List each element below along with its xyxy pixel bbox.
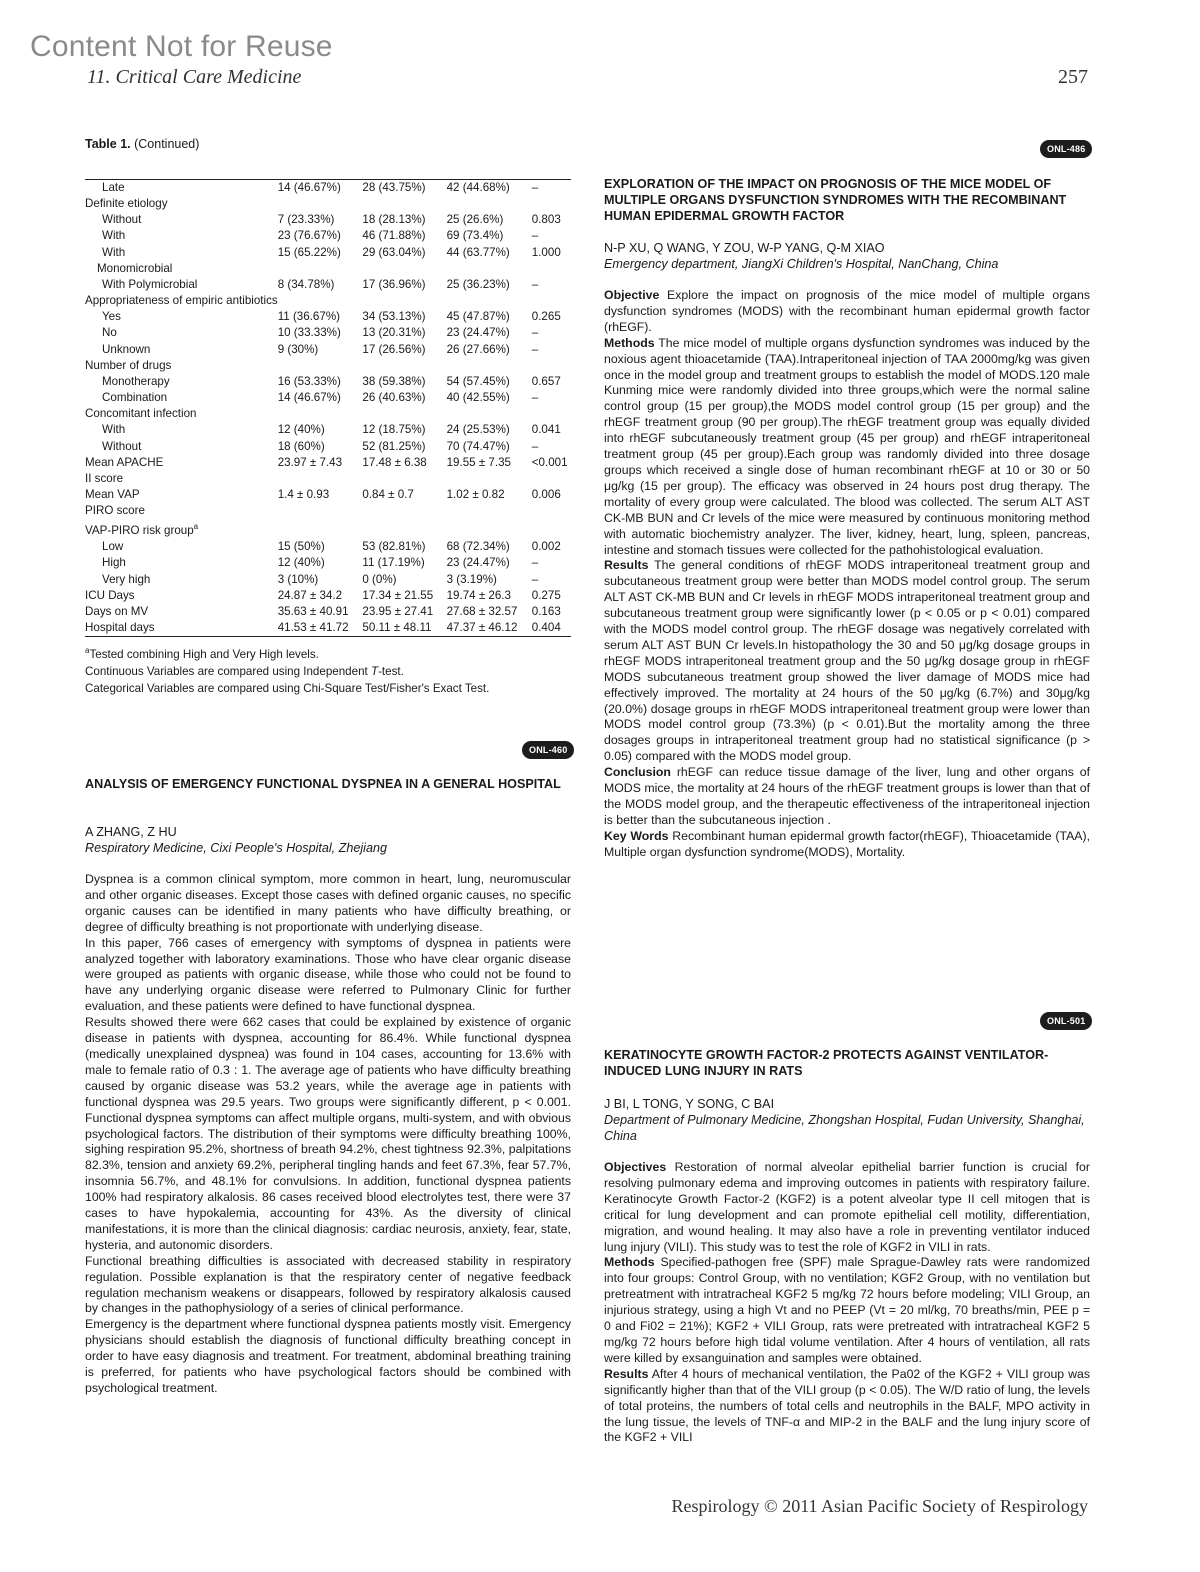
table-row — [85, 228, 571, 244]
table-cell — [447, 293, 532, 309]
table-cell — [362, 358, 446, 374]
row-label: With — [102, 423, 126, 437]
table-cell: – — [531, 326, 539, 340]
row-label: Late — [85, 180, 278, 197]
heading-methods: Methods — [604, 1255, 655, 1270]
table-cell: 27.68 ± 32.57 — [446, 604, 518, 618]
table-row — [85, 180, 571, 197]
table-cell: – — [531, 439, 539, 453]
paragraph-results — [604, 558, 1090, 765]
heading-objectives: Objectives — [604, 1160, 667, 1174]
table-cell — [362, 503, 446, 519]
table-cell: – — [531, 556, 539, 570]
table-cell: – — [532, 180, 571, 197]
heading-results: Results — [604, 1366, 649, 1381]
row-label: Hospital days — [85, 620, 278, 637]
table-row — [85, 390, 571, 406]
table-cell: 40 (42.55%) — [446, 391, 510, 405]
text: After 4 hours of mechanical ventilation, the Pa02 of the KGF2 + VILI group was significantly higher than that of the VILI group (p < 0.05). The W/D ratio of lung, the levels of total proteins, the numbers of total cells and neutrophils in the BALF, MPO activity in the lung tissue, the levels of TNF-α and MIP-2 in the BALF and the lung injury score of the KGF2 + VILI — [604, 1366, 1090, 1445]
journal-footer: Respirology © 2011 Asian Pacific Society of Respirology — [671, 1496, 1088, 1516]
table-cell — [532, 261, 571, 277]
row-label: PIRO score — [85, 504, 145, 518]
table-cell: 54 (57.45%) — [446, 374, 510, 388]
table-caption-label: Table 1. — [85, 137, 131, 151]
abstract-badge: ONL-460 — [522, 741, 574, 759]
table-cell: 0.041 — [531, 423, 561, 437]
table-row — [85, 245, 571, 261]
table-cell — [447, 503, 532, 519]
paragraph: Results showed there were 662 cases that could be explained by existence of organic disease in patients with dyspnea, accounting for 86.4%. While functional dyspnea (medically unexplained dyspnea) was found in 104 cases, accounting for 13.6% with male to female ratio of 0.3 : 1. The average age of patients who have difficulty breathing caused by organic disease was 53.2 years, while the average age in patients with functional dyspnea was 29.5 years. Two groups were significantly different, p < 0.001. Functional dyspnea symptoms can affect multiple organs, multi-system, and with obvious psychological factors. The distribution of their symptoms were difficulty breathing 100%, sighing respiration 95.2%, shortness of breath 94.2%, chest tightness 92.3%, palpitations 82.3%, tension and anxiety 69.2%, peripheral tingling hands and feet 67.3%, fear 57.7%, insomnia 56.7%, and 48.1% for convulsions. In addition, functional dyspnea patients 100% had respiratory alkalosis. 86 cases received blood electrolytes test, there were 37 cases to have hypokalemia, accounting for 43%. As the diversity of clinical manifestations, it is more than the clinical diagnosis: cardiac neurosis, anxiety, fear, state, hysteria, and autonomic disorders. — [85, 1015, 571, 1252]
data-table — [85, 179, 571, 637]
row-label: Concomitant infection — [85, 407, 197, 421]
heading-objective: Objective — [604, 288, 660, 302]
table-cell — [278, 406, 363, 422]
abstract-affiliation: Respiratory Medicine, Cixi People's Hospital, Zhejiang — [85, 841, 387, 855]
table-row — [85, 455, 571, 471]
table-row — [85, 325, 571, 341]
paragraph-methods — [604, 336, 1090, 559]
table-cell — [532, 471, 571, 487]
table-cell — [278, 261, 363, 277]
table-row — [85, 422, 571, 438]
table-cell: 46 (71.88%) — [362, 229, 426, 243]
table-caption-suffix: (Continued) — [130, 137, 200, 151]
table-cell: 3 (3.19%) — [446, 572, 497, 586]
table-cell: 47.37 ± 46.12 — [447, 620, 532, 637]
table-cell: – — [531, 342, 539, 356]
row-label: High — [102, 556, 126, 570]
table-cell: 0.803 — [531, 213, 561, 227]
table-cell — [447, 471, 532, 487]
table-cell: 23 (24.47%) — [446, 326, 510, 340]
table-cell: 0.002 — [531, 540, 561, 554]
table-row — [85, 539, 571, 555]
table-row — [85, 620, 571, 637]
text: The mice model of multiple organs dysfunction syndromes was induced by the noxious agent thioacetamide (TAA).Intraperitoneal injection of TAA 2000mg/kg was given once in the model group and treatment groups to establish the model of MODS.120 male Kunming mice were randomly divided into three groups,which were the normal saline control group (15 per group),the MODS model control group (15 per group) and the rhEGF treatment group (90 per group).The rhEGF treatment group was equally divided into rhEGF subcutaneously treatment group (45 per group) and rhEGF intraperitoneal treatment group (45 per group).Each group was randomly divided into three dosage groups which received a single dose of human recombinant rhEGF at 10 or 30 or 50 μg/kg (15 per group). The efficacy was observed in 24 hours post drug therapy. The mortality of every group were calculated. The blood was collected. The serum ALT AST CK-MB BUN and Cr levels of the mice were measured by continuous monitoring method with automatic biochemistry analyzer. The liver, kidney, heart, lung, spleen, pancreas, intestine and stomach tissues were collected for the pathohistological evaluation. — [604, 335, 1090, 557]
table-cell: 0.006 — [531, 487, 561, 501]
table-cell: 12 (40%) — [277, 423, 325, 437]
table-cell: – — [531, 229, 539, 243]
table-cell: 0.657 — [531, 374, 561, 388]
table-cell: 3 (10%) — [277, 572, 319, 586]
table-cell — [362, 293, 446, 309]
row-label: Without — [102, 439, 142, 453]
table-cell: – — [531, 277, 539, 291]
table-cell: 19.55 ± 7.35 — [446, 455, 511, 469]
paragraph-objective — [604, 288, 1090, 336]
row-label: Definite etiology — [85, 197, 168, 211]
table-cell: 18 (28.13%) — [362, 213, 426, 227]
row-label: With — [102, 229, 126, 243]
abstract-body — [604, 1160, 1090, 1446]
table-cell: 19.74 ± 26.3 — [446, 588, 511, 602]
table-cell: 26 (27.66%) — [446, 342, 510, 356]
abstract-authors: J BI, L TONG, Y SONG, C BAI — [604, 1097, 775, 1111]
running-header-section: 11. Critical Care Medicine — [87, 66, 302, 88]
row-label: II score — [85, 471, 124, 485]
abstract-title: KERATINOCYTE GROWTH FACTOR-2 PROTECTS AGAINST VENTILATOR-INDUCED LUNG INJURY IN RATS — [604, 1048, 1049, 1078]
table-cell — [278, 196, 363, 212]
table-cell: 0.275 — [531, 588, 561, 602]
abstract-badge: ONL-501 — [1040, 1012, 1092, 1030]
row-label: ICU Days — [85, 588, 135, 602]
table-cell: – — [531, 391, 539, 405]
table-cell: 41.53 ± 41.72 — [278, 620, 363, 637]
paragraph: Emergency is the department where functional dyspnea patients mostly visit. Emergency physicians should establish the diagnosis of functional difficulty breathing concept in order to have easy diagnosis and treatment. For treatment, abdominal breathing training is preferred, for patients who have psychological factors should be combined with psychological treatment. — [85, 1317, 571, 1395]
table-note: Categorical Variables are compared using Chi-Square Test/Fisher's Exact Test. — [85, 681, 490, 695]
paragraph: Dyspnea is a common clinical symptom, more common in heart, lung, neuromuscular and other organic diseases. Except those cases with defined organic causes, no specific organic causes can be identified in many patients who have difficulty breathing, or degree of difficulty breathing is not proportionate with underlying disease. — [85, 872, 571, 934]
table-cell: 16 (53.33%) — [277, 374, 341, 388]
text: Restoration of normal alveolar epithelial barrier function is crucial for resolving pulmonary edema and improving outcomes in patients with respiratory failure. Keratinocyte Growth Factor-2 (KGF2) is a potent alveolar type II cell mitogen that is critical for lung development and can promote epithelial cell motility, differentiation, migration, and wound healing. It may also have a role in preventing ventilator induced lung injury (VILI). This study was to test the role of KGF2 in VILI in rats. — [604, 1160, 1090, 1254]
table-cell: 17.48 ± 6.38 — [362, 455, 427, 469]
table-row — [85, 406, 571, 422]
table-cell: 25 (26.6%) — [446, 213, 504, 227]
table-cell: 0.404 — [532, 620, 571, 637]
table-cell — [278, 293, 363, 309]
table-cell: 8 (34.78%) — [277, 277, 335, 291]
table-row — [85, 471, 571, 487]
row-label: Very high — [102, 572, 151, 586]
row-label: Mean VAP — [85, 487, 140, 501]
paragraph-objectives — [604, 1160, 1090, 1255]
watermark: Content Not for Reuse — [30, 30, 333, 63]
abstract-authors: A ZHANG, Z HU — [85, 825, 177, 839]
row-label: No — [102, 326, 117, 340]
table-cell: 18 (60%) — [277, 439, 325, 453]
table-cell: 1.4 ± 0.93 — [277, 487, 330, 501]
table-row — [85, 293, 571, 309]
table-row — [85, 261, 571, 277]
row-label: Combination — [102, 391, 168, 405]
table-cell — [447, 406, 532, 422]
table-cell: 10 (33.33%) — [277, 326, 341, 340]
table-cell: 17.34 ± 21.55 — [362, 588, 434, 602]
table-cell: 15 (50%) — [277, 540, 325, 554]
table-cell — [532, 503, 571, 519]
table-cell: 29 (63.04%) — [362, 245, 426, 259]
heading-results: Results — [604, 558, 649, 573]
table-note-italic: T — [370, 664, 379, 678]
row-label: Monotherapy — [102, 374, 170, 388]
table-cell: 68 (72.34%) — [446, 540, 510, 554]
table-row — [85, 342, 571, 358]
table-cell: 42 (44.68%) — [447, 180, 532, 197]
table-cell: 15 (65.22%) — [277, 245, 341, 259]
table-cell — [278, 519, 363, 539]
table-cell — [278, 358, 363, 374]
table-cell: 38 (59.38%) — [362, 374, 426, 388]
footnote-marker: a — [85, 646, 90, 655]
table-cell — [447, 519, 532, 539]
table-cell: 1.000 — [531, 245, 561, 259]
table-cell: 13 (20.31%) — [362, 326, 426, 340]
table-cell — [278, 471, 363, 487]
table-cell — [532, 406, 571, 422]
table-cell — [362, 406, 446, 422]
table-cell: 11 (17.19%) — [362, 556, 425, 570]
row-label: Without — [102, 213, 142, 227]
table-cell: 0.84 ± 0.7 — [362, 487, 414, 501]
table-cell: 69 (73.4%) — [446, 229, 504, 243]
table-row — [85, 212, 571, 228]
table-cell: 1.02 ± 0.82 — [446, 487, 505, 501]
row-label: Yes — [102, 310, 121, 324]
table-cell: – — [531, 572, 539, 586]
table-cell: 0 (0%) — [362, 572, 397, 586]
table-cell: 17 (26.56%) — [362, 342, 426, 356]
table-cell: 35.63 ± 40.91 — [277, 604, 349, 618]
table-caption — [85, 137, 199, 151]
table-cell: 17 (36.96%) — [362, 277, 426, 291]
table-cell: 23.97 ± 7.43 — [277, 455, 343, 469]
table-cell: 9 (30%) — [277, 342, 319, 356]
table-cell: <0.001 — [531, 455, 568, 469]
table-row — [85, 604, 571, 620]
row-label: Days on MV — [85, 604, 149, 618]
table-cell — [447, 261, 532, 277]
table-cell — [532, 358, 571, 374]
table-cell: 70 (74.47%) — [446, 439, 510, 453]
table-cell — [362, 519, 446, 539]
table-cell — [362, 196, 446, 212]
row-label: With Polymicrobial — [102, 277, 198, 291]
table-cell — [447, 196, 532, 212]
text: Recombinant human epidermal growth factor(rhEGF), Thioacetamide (TAA), Multiple organ dysfunction syndrome(MODS), Mortality. — [604, 828, 1090, 859]
table-note — [85, 642, 571, 663]
table-notes — [85, 642, 571, 697]
table-cell: 23.95 ± 27.41 — [362, 604, 434, 618]
table-cell: 11 (36.67%) — [277, 310, 340, 324]
table-row — [85, 277, 571, 293]
row-label: Low — [102, 540, 124, 554]
row-label: Monomicrobial — [97, 261, 173, 275]
table-cell: 50.11 ± 48.11 — [362, 620, 446, 637]
table-cell: 45 (47.87%) — [446, 310, 510, 324]
table-row — [85, 358, 571, 374]
text: rhEGF can reduce tissue damage of the liver, lung and other organs of MODS mice, the mortality at 24 hours of the rhEGF treatment groups is lower than that of the MODS model group, and the therapeutic effectiveness of the intraperitoneal injection is better than the subcutaneous injection . — [604, 765, 1090, 827]
table-cell — [278, 503, 363, 519]
table-cell: 14 (46.67%) — [278, 180, 363, 197]
table-cell — [532, 196, 571, 212]
table-row — [85, 519, 571, 539]
heading-keywords: Key Words — [604, 828, 669, 843]
table-row — [85, 503, 571, 519]
row-label: Appropriateness of empiric antibiotics — [85, 294, 278, 308]
heading-conclusion: Conclusion — [604, 765, 671, 780]
table-row — [85, 439, 571, 455]
table-cell: 24 (25.53%) — [446, 423, 510, 437]
table-cell: 26 (40.63%) — [362, 391, 426, 405]
table-cell: 0.163 — [531, 604, 561, 618]
abstract-body — [604, 288, 1090, 861]
abstract-title: ANALYSIS OF EMERGENCY FUNCTIONAL DYSPNEA IN A GENERAL HOSPITAL — [85, 777, 561, 791]
table-cell — [362, 471, 446, 487]
table-cell: 53 (82.81%) — [362, 540, 426, 554]
paragraph-results — [604, 1367, 1090, 1447]
table-cell: 14 (46.67%) — [277, 391, 341, 405]
table-row — [85, 374, 571, 390]
text: Explore the impact on prognosis of the mice model of multiple organs dysfunction syndromes (MODS) with the recombinant human epidermal growth factor (rhEGF). — [604, 288, 1090, 334]
table-cell: 25 (36.23%) — [446, 277, 510, 291]
table-cell: 0.265 — [531, 310, 561, 324]
text: The general conditions of rhEGF MODS intraperitoneal treatment group and subcutaneous treatment group were better than MODS model control group. The serum ALT AST CK-MB BUN and Cr levels in rhEGF MODS intraperitoneal treatment group and subcutaneous treatment group were significantly lower (p < 0.05 or p < 0.01) compared with the MODS model control group. The rhEGF dosage was negatively correlated with serum ALT AST BUN Cr levels.In histopathology the 30 and 50 μg/kg dosage groups in rhEGF MODS intraperitoneal treatment group and the 50 μg/kg dosage group in rhEGF MODS subcutaneous treatment group showed the liver damage of MODS mice had effectively improved. The mortality at 24 hours of the 50 μg/kg (6.7%) and 30μg/kg (20.0%) dosage groups in rhEGF MODS intraperitoneal treatment group were lower than MODS model control group (73.3%) (p < 0.01).But the mortality among the three dosages groups in intraperitoneal treatment group had no statistical significance (p > 0.05) compared with the MODS model group. — [604, 558, 1090, 764]
footnote-marker: a — [193, 522, 199, 532]
table-row — [85, 572, 571, 588]
paragraph: In this paper, 766 cases of emergency with symptoms of dyspnea in patients were analyzed together with laboratory examinations. Those who have clear organic disease were grouped as patients with organic disease, while those who could not be found to have any underlying organic disease were referred to Pulmonary Clinic for further evaluation, and these patients were defined to have functional dyspnea. — [85, 935, 571, 1014]
paragraph-methods — [604, 1255, 1090, 1366]
table-cell: 7 (23.33%) — [277, 213, 335, 227]
table-cell: 28 (43.75%) — [362, 180, 446, 197]
abstract-affiliation: Emergency department, JiangXi Children's Hospital, NanChang, China — [604, 257, 999, 271]
paragraph-keywords — [604, 829, 1090, 861]
table-cell: 44 (63.77%) — [446, 245, 510, 259]
row-label: With — [102, 245, 126, 259]
table-cell: 34 (53.13%) — [362, 310, 426, 324]
abstract-title: EXPLORATION OF THE IMPACT ON PROGNOSIS OF THE MICE MODEL OF MULTIPLE ORGANS DYSFUNCTION SYNDROMES WITH THE RECOMBINANT HUMAN EPIDERMAL GROWTH FACTOR — [604, 177, 1067, 223]
table-cell — [447, 358, 532, 374]
table-row — [85, 196, 571, 212]
page-number: 257 — [1058, 66, 1088, 88]
table-row — [85, 588, 571, 604]
table-row — [85, 487, 571, 503]
table-note-text: Continuous Variables are compared using Independent — [85, 664, 371, 678]
table-note-text: Tested combining High and Very High levels. — [89, 647, 319, 661]
table-cell: 52 (81.25%) — [362, 439, 426, 453]
row-label: Number of drugs — [85, 358, 172, 372]
abstract-authors: N-P XU, Q WANG, Y ZOU, W-P YANG, Q-M XIAO — [604, 241, 885, 255]
table-cell: 23 (76.67%) — [277, 229, 341, 243]
row-label: Unknown — [102, 342, 151, 356]
table-note — [85, 663, 571, 680]
table-cell: 12 (18.75%) — [362, 423, 426, 437]
table-cell — [362, 261, 446, 277]
row-label: Mean APACHE — [85, 455, 164, 469]
heading-methods: Methods — [604, 335, 655, 350]
table-cell: 12 (40%) — [277, 556, 325, 570]
abstract-badge: ONL-486 — [1040, 140, 1092, 158]
table-cell — [532, 519, 571, 539]
abstract-affiliation: Department of Pulmonary Medicine, Zhongshan Hospital, Fudan University, Shanghai, China — [604, 1113, 1085, 1143]
abstract-body — [85, 872, 571, 1397]
table-note-text: -test. — [378, 664, 404, 678]
text: Specified-pathogen free (SPF) male Sprague-Dawley rats were randomized into four groups: Control Group, with no ventilation; KGF2 Group, with no ventilation but pretreatment with intratracheal KGF2 5 mg/kg 72 hours before modeling; VILI Group, an injurious strategy, using a high Vt and no PEEP (Vt = 20 ml/kg, 70 breaths/min, PEE p = 0 and Fi02 = 21%); KGF2 + VILI Group, rats were pretreated with intratracheal KGF2 5 mg/kg 72 hours before high tidal volume ventilation. After 4 hours of ventilation, all rats were killed by exsanguination and samples were obtained. — [604, 1255, 1090, 1365]
table-row — [85, 309, 571, 325]
paragraph: Functional breathing difficulties is associated with decreased stability in respiratory regulation. Possible explanation is that the respiratory center of negative feedback regulation mechanism weakens or disappears, followed by respiratory alkalosis caused by changes in the pathophysiology of a series of clinical performance. — [85, 1253, 571, 1316]
paragraph-conclusion — [604, 765, 1090, 829]
table-cell: 24.87 ± 34.2 — [277, 588, 343, 602]
table-cell — [532, 293, 571, 309]
table-cell: 23 (24.47%) — [446, 556, 510, 570]
row-label: VAP-PIRO risk group$^a$ — [85, 522, 199, 538]
table-row — [85, 555, 571, 571]
